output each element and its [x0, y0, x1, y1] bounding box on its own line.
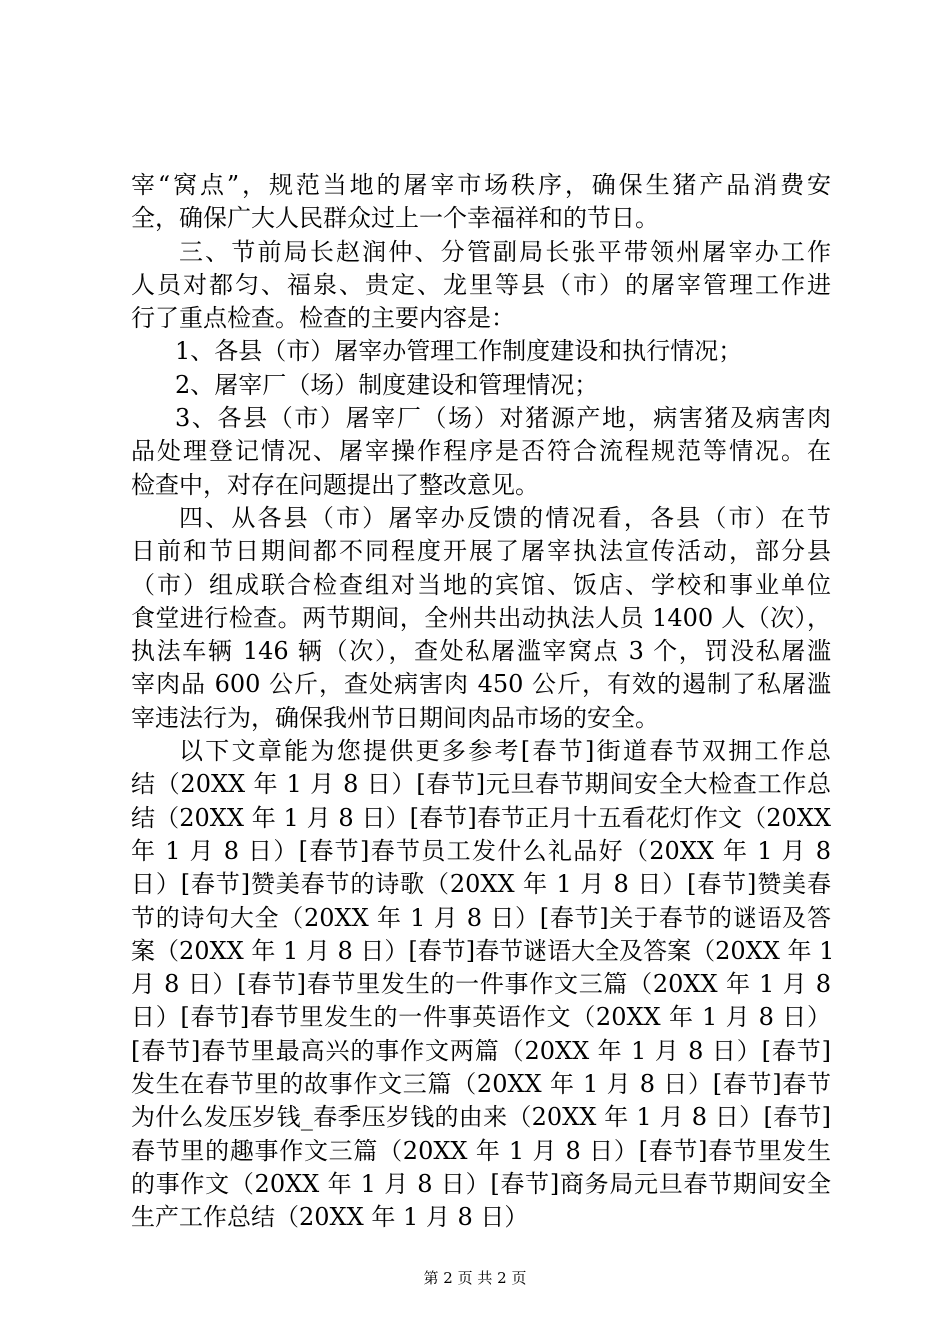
text-line: 节的诗句大全（20XX 年 1 月 8 日）[春节]关于春节的谜语及答 [131, 903, 831, 932]
text-line: 结（20XX 年 1 月 8 日）[春节]元旦春节期间安全大检查工作总 [131, 770, 831, 799]
text-line: 三、节前局长赵润仲、分管副局长张平带领州屠宰办工作 [179, 237, 831, 266]
text-line: 执法车辆 146 辆（次），查处私屠滥宰窝点 3 个，罚没私屠滥 [131, 637, 831, 666]
text-line: 月 8 日）[春节]春节里发生的一件事作文三篇（20XX 年 1 月 8 [131, 970, 831, 999]
text-line: 日）[春节]赞美春节的诗歌（20XX 年 1 月 8 日）[春节]赞美春 [131, 870, 831, 899]
text-line: 全，确保广大人民群众过上一个幸福祥和的节日。 [131, 204, 659, 233]
text-line: 生产工作总结（20XX 年 1 月 8 日） [131, 1203, 529, 1232]
text-line: 品处理登记情况、屠宰操作程序是否符合流程规范等情况。在 [131, 437, 831, 466]
text-line: 年 1 月 8 日）[春节]春节员工发什么礼品好（20XX 年 1 月 8 [131, 836, 831, 865]
text-line: 2、屠宰厂（场）制度建设和管理情况； [175, 370, 599, 399]
text-line: 1、各县（市）屠宰办管理工作制度建设和执行情况； [175, 337, 743, 366]
document-body [131, 169, 835, 1235]
text-line: 3、各县（市）屠宰厂（场）对猪源产地，病害猪及病害肉 [175, 404, 831, 433]
text-line: 行了重点检查。检查的主要内容是： [131, 304, 515, 333]
text-line: 人员对都匀、福泉、贵定、龙里等县（市）的屠宰管理工作进 [131, 270, 831, 299]
text-line: 检查中，对存在问题提出了整改意见。 [131, 470, 539, 499]
text-line: 四、从各县（市）屠宰办反馈的情况看，各县（市）在节 [179, 503, 831, 532]
text-line: 日前和节日期间都不同程度开展了屠宰执法宣传活动，部分县 [131, 537, 831, 566]
text-line: 发生在春节里的故事作文三篇（20XX 年 1 月 8 日）[春节]春节 [131, 1070, 831, 1099]
text-line: 宰违法行为，确保我州节日期间肉品市场的安全。 [131, 703, 659, 732]
text-line: 食堂进行检查。两节期间，全州共出动执法人员 1400 人（次）， [131, 603, 831, 632]
text-line: 以下文章能为您提供更多参考[春节]街道春节双拥工作总 [179, 737, 831, 766]
text-line: 结（20XX 年 1 月 8 日）[春节]春节正月十五看花灯作文（20XX [131, 803, 831, 832]
text-line: 宰“窝点”，规范当地的屠宰市场秩序，确保生猪产品消费安 [131, 171, 831, 199]
text-line: 的事作文（20XX 年 1 月 8 日）[春节]商务局元旦春节期间安全 [131, 1169, 831, 1198]
text-line: 宰肉品 600 公斤，查处病害肉 450 公斤，有效的遏制了私屠滥 [131, 670, 831, 699]
page-footer: 第 2 页 共 2 页 [423, 1269, 527, 1287]
text-line: （市）组成联合检查组对当地的宾馆、饭店、学校和事业单位 [131, 570, 831, 599]
text-line: 案（20XX 年 1 月 8 日）[春节]春节谜语大全及答案（20XX 年 1 [131, 936, 835, 965]
text-line: 春节里的趣事作文三篇（20XX 年 1 月 8 日）[春节]春节里发生 [131, 1136, 831, 1165]
text-line: 为什么发压岁钱_春季压岁钱的由来（20XX 年 1 月 8 日）[春节] [131, 1103, 831, 1132]
text-line: [春节]春节里最高兴的事作文两篇（20XX 年 1 月 8 日）[春节] [131, 1036, 831, 1065]
text-line: 日）[春节]春节里发生的一件事英语作文（20XX 年 1 月 8 日） [131, 1003, 831, 1032]
